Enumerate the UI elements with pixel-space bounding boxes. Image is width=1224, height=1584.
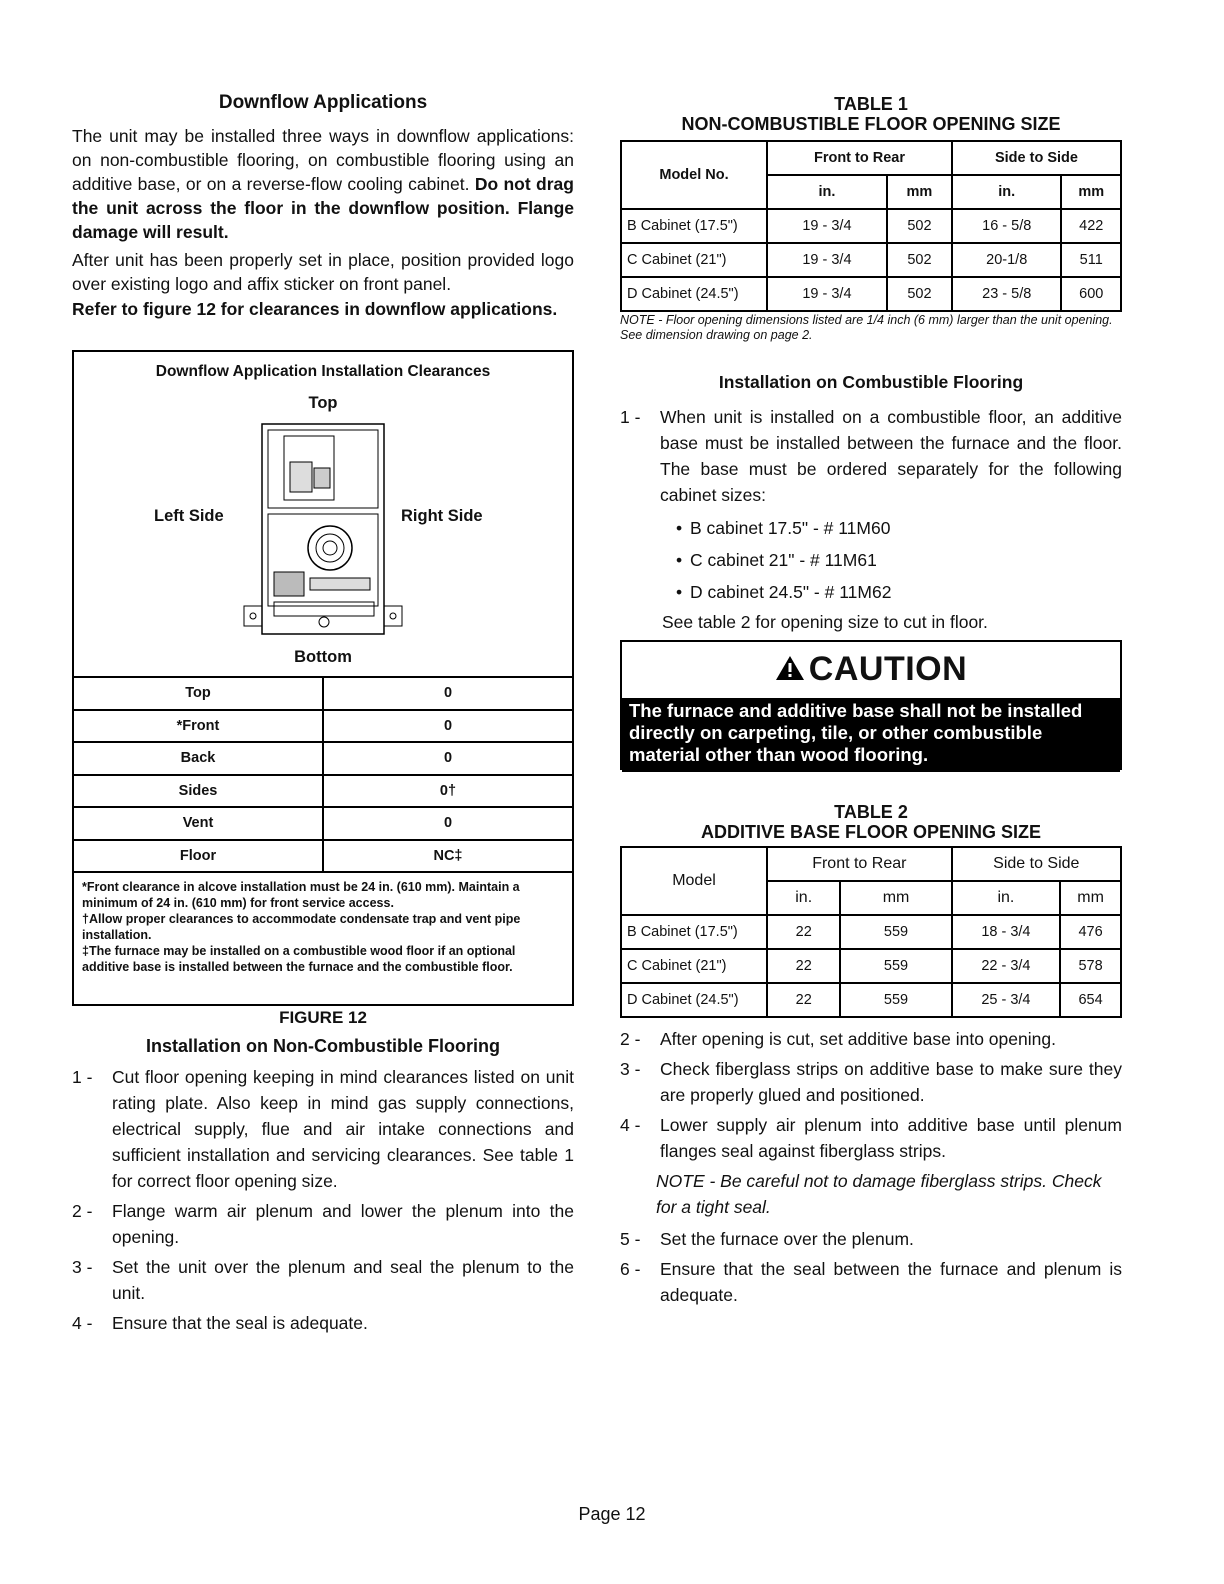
furnace-drawing (240, 422, 410, 642)
list-item (620, 1256, 1122, 1308)
downflow-paragraph-2: After unit has been properly set in place, position provided logo over existing logo and affix sticker on front panel. (72, 250, 574, 294)
table2-header-in: in. (952, 881, 1061, 915)
cell-sts-mm: 422 (1061, 209, 1121, 243)
table1-note: NOTE - Floor opening dimensions listed are 1/4 inch (6 mm) larger than the unit opening. See dimension drawing on page 2. (620, 313, 1113, 342)
step-number: 1 - (72, 1067, 93, 1087)
step-number: 4 - (72, 1313, 93, 1333)
cell-ftr-mm: 502 (887, 209, 952, 243)
step-number: 5 - (620, 1229, 641, 1249)
cell-sts-in: 18 - 3/4 (952, 915, 1061, 949)
cell-ftr-mm: 502 (887, 277, 952, 311)
figure-title: Downflow Application Installation Clearances (155, 363, 491, 380)
see-table-2: See table 2 for opening size to cut in floor. (662, 612, 988, 632)
cell-model: C Cabinet (21") (621, 949, 767, 983)
clearance-table (72, 676, 574, 873)
cell-ftr-in: 22 (767, 915, 840, 949)
fiberglass-note: NOTE - Be careful not to damage fiberglass strips. Check for a tight seal. (656, 1171, 1102, 1217)
downflow-heading: Downflow Applications (218, 92, 428, 113)
bullet-text: D cabinet 24.5" - # 11M62 (690, 582, 892, 602)
table-row (73, 677, 573, 710)
step-number: 3 - (72, 1257, 93, 1277)
list-item (620, 1112, 1122, 1164)
step-number: 1 - (620, 407, 641, 427)
table1-number: TABLE 1 (834, 94, 908, 114)
list-item (620, 1026, 1122, 1052)
table2-header-front-to-rear: Front to Rear (767, 847, 952, 881)
combustible-steps (620, 1026, 1122, 1312)
table1-header-in: in. (767, 175, 887, 209)
clearance-label: Top (73, 677, 323, 710)
list-item (72, 1198, 574, 1250)
caution-title: CAUTION (808, 650, 968, 688)
figure-12-box (72, 350, 574, 1006)
table1-header-side-to-side: Side to Side (952, 141, 1121, 175)
step-text: Cut floor opening keeping in mind clearances listed on unit rating plate. Also keep in mind gas supply connections, electrical supply, flue and air intake connections and sufficient installation and servicing clearances. See table 1 for correct floor opening size. (112, 1067, 574, 1191)
cell-sts-mm: 511 (1061, 243, 1121, 277)
table1-header-front-to-rear: Front to Rear (767, 141, 952, 175)
figure-label-top: Top (308, 394, 338, 412)
cell-model: C Cabinet (21") (621, 243, 767, 277)
clearance-value: 0 (323, 807, 573, 840)
table-row (73, 807, 573, 840)
cell-model: B Cabinet (17.5") (621, 209, 767, 243)
cell-ftr-in: 19 - 3/4 (767, 243, 887, 277)
step-number: 4 - (620, 1115, 641, 1135)
list-item (620, 576, 1122, 608)
table-row (621, 949, 1121, 983)
cell-sts-mm: 654 (1060, 983, 1121, 1017)
table-row (73, 742, 573, 775)
downflow-paragraph-1 (72, 124, 574, 244)
footnote-floor: ‡The furnace may be installed on a combustible wood floor if an optional additive base is installed between the furnace and the combustible floor. (82, 944, 516, 974)
step-text: Set the furnace over the plenum. (660, 1229, 914, 1249)
table-row (73, 775, 573, 808)
cell-sts-mm: 578 (1060, 949, 1121, 983)
table2-header-in: in. (767, 881, 840, 915)
table1 (620, 140, 1122, 312)
cell-sts-mm: 476 (1060, 915, 1121, 949)
step-text: After opening is cut, set additive base into opening. (660, 1029, 1056, 1049)
table1-header-mm: mm (1061, 175, 1121, 209)
clearance-value: NC‡ (323, 840, 573, 873)
clearance-value: 0 (323, 710, 573, 743)
warning-triangle-icon (775, 655, 805, 681)
noncombustible-heading: Installation on Non-Combustible Flooring (146, 1036, 500, 1056)
step-text: Lower supply air plenum into additive base until plenum flanges seal against fiberglass strips. (660, 1115, 1122, 1161)
bullet-text: B cabinet 17.5" - # 11M60 (690, 518, 891, 538)
cell-ftr-mm: 559 (840, 915, 951, 949)
caution-text: The furnace and additive base shall not be installed directly on carpeting, tile, or other combustible material other than wood flooring. (622, 698, 1120, 772)
cell-ftr-in: 19 - 3/4 (767, 277, 887, 311)
table2-title (620, 802, 1122, 842)
cell-sts-in: 20-1/8 (952, 243, 1062, 277)
step-text: Check fiberglass strips on additive base to make sure they are properly glued and positioned. (660, 1059, 1122, 1105)
table2-header-side-to-side: Side to Side (952, 847, 1121, 881)
cell-sts-in: 23 - 5/8 (952, 277, 1062, 311)
noncombustible-steps (72, 1064, 574, 1340)
step-text: Flange warm air plenum and lower the plenum into the opening. (112, 1201, 574, 1247)
table2-number: TABLE 2 (834, 802, 908, 822)
list-item (72, 1310, 574, 1336)
figure-caption: FIGURE 12 (279, 1008, 367, 1027)
list-item (72, 1064, 574, 1194)
table1-header-model: Model No. (621, 141, 767, 209)
list-item (620, 1226, 1122, 1252)
table-row (73, 840, 573, 873)
table-row (621, 277, 1121, 311)
page-number: Page 12 (578, 1504, 646, 1524)
bullet-icon: • (676, 550, 683, 570)
clearance-value: 0 (323, 677, 573, 710)
step-number: 6 - (620, 1259, 641, 1279)
bullet-icon: • (676, 582, 683, 602)
cell-model: D Cabinet (24.5") (621, 277, 767, 311)
cell-ftr-in: 22 (767, 949, 840, 983)
combustible-step-1 (620, 404, 1122, 636)
table2-header-mm: mm (1060, 881, 1121, 915)
list-item (620, 512, 1122, 544)
table2-header-model: Model (621, 847, 767, 915)
figure-label-right-side: Right Side (401, 507, 483, 525)
cell-sts-in: 22 - 3/4 (952, 949, 1061, 983)
cell-sts-in: 16 - 5/8 (952, 209, 1062, 243)
clearance-value: 0 (323, 742, 573, 775)
cell-ftr-in: 22 (767, 983, 840, 1017)
table-row (621, 209, 1121, 243)
figure-reference: Refer to figure 12 for clearances in downflow applications. (72, 299, 558, 319)
table-row (621, 243, 1121, 277)
table-row (621, 983, 1121, 1017)
cell-model: B Cabinet (17.5") (621, 915, 767, 949)
combustible-heading: Installation on Combustible Flooring (718, 372, 1024, 392)
clearance-value: 0† (323, 775, 573, 808)
table2 (620, 846, 1122, 1018)
table2-header-mm: mm (840, 881, 951, 915)
cell-ftr-mm: 502 (887, 243, 952, 277)
step-number: 3 - (620, 1059, 641, 1079)
cell-ftr-mm: 559 (840, 949, 951, 983)
cell-ftr-in: 19 - 3/4 (767, 209, 887, 243)
table-row (73, 710, 573, 743)
step-text: Ensure that the seal between the furnace and plenum is adequate. (660, 1259, 1122, 1305)
table1-header-in: in. (952, 175, 1062, 209)
caution-header (622, 650, 1120, 689)
figure-footnotes (82, 879, 566, 975)
step-text: Set the unit over the plenum and seal the plenum to the unit. (112, 1257, 574, 1303)
clearance-label: *Front (73, 710, 323, 743)
bullet-text: C cabinet 21" - # 11M61 (690, 550, 877, 570)
footnote-front: *Front clearance in alcove installation must be 24 in. (610 mm). Maintain a minimum of 24 in. (610 mm) for front service access. (82, 880, 520, 910)
list-item (620, 544, 1122, 576)
list-item (620, 1056, 1122, 1108)
list-item (72, 1254, 574, 1306)
table-row (621, 915, 1121, 949)
cell-ftr-mm: 559 (840, 983, 951, 1017)
table2-name: ADDITIVE BASE FLOOR OPENING SIZE (700, 822, 1042, 842)
list-item (620, 404, 1122, 508)
step-number: 2 - (620, 1029, 641, 1049)
downflow-p1-text: The unit may be installed three ways in downflow applications: on non-combustible flooring, on combustible flooring using an additive base, or on a reverse-flow cooling cabinet. (72, 126, 574, 194)
downflow-p1-warning: Do not drag the unit across the floor in the downflow position. Flange damage will result. (72, 174, 574, 242)
table1-header-mm: mm (887, 175, 952, 209)
caution-box (620, 640, 1122, 770)
cell-sts-in: 25 - 3/4 (952, 983, 1061, 1017)
clearance-label: Vent (73, 807, 323, 840)
clearance-label: Floor (73, 840, 323, 873)
table1-name: NON-COMBUSTIBLE FLOOR OPENING SIZE (681, 114, 1061, 134)
step-text: Ensure that the seal is adequate. (112, 1313, 368, 1333)
figure-label-left-side: Left Side (154, 507, 224, 525)
figure-label-bottom: Bottom (294, 648, 352, 666)
cell-model: D Cabinet (24.5") (621, 983, 767, 1017)
step-number: 2 - (72, 1201, 93, 1221)
clearance-label: Back (73, 742, 323, 775)
step-text: When unit is installed on a combustible floor, an additive base must be installed between the furnace and the floor. The base must be ordered separately for the following cabinet sizes: (660, 407, 1122, 505)
footnote-sides: †Allow proper clearances to accommodate condensate trap and vent pipe installation. (82, 912, 521, 942)
table1-title (620, 94, 1122, 134)
cell-sts-mm: 600 (1061, 277, 1121, 311)
clearance-label: Sides (73, 775, 323, 808)
bullet-icon: • (676, 518, 683, 538)
